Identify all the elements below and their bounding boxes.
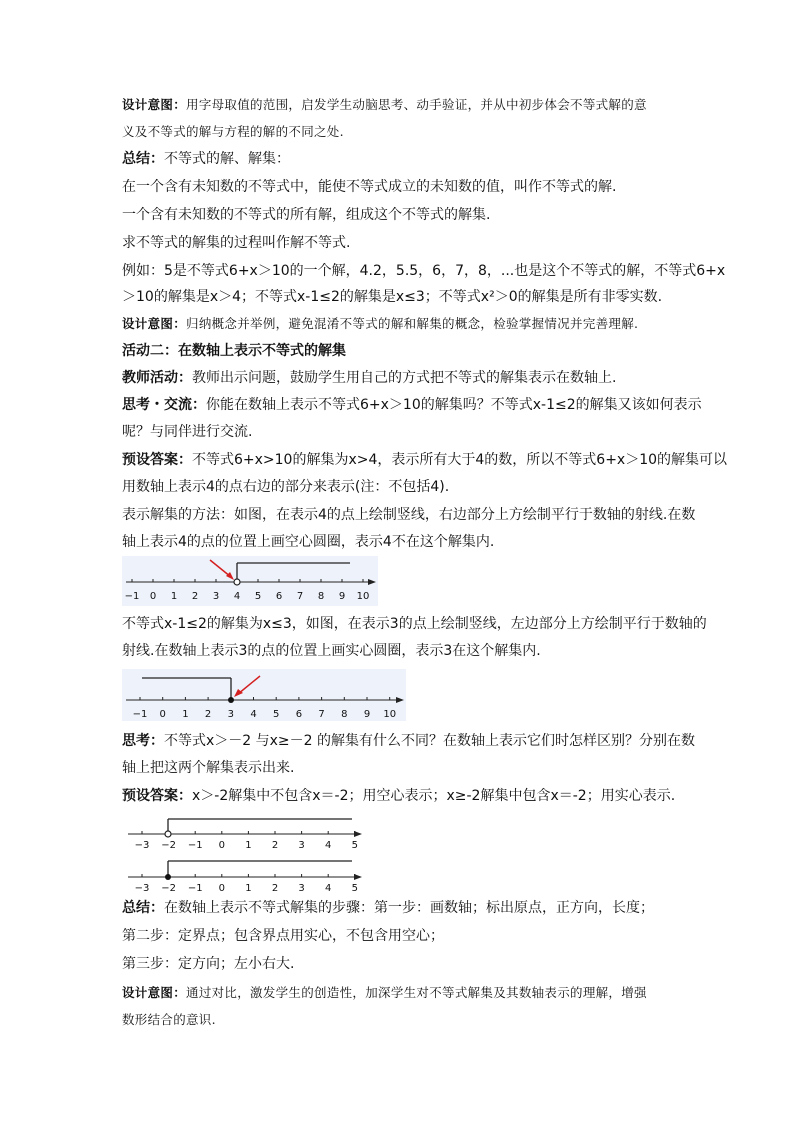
axis-tick-label: 0 [218, 883, 225, 894]
design-intent-3-line2: 数形结合的意识. [122, 1012, 216, 1027]
filled-circle [165, 874, 171, 880]
summary-2-line3: 第三步：定方向；左小右大. [122, 956, 295, 972]
axis-tick-label: 5 [254, 591, 262, 602]
axis-tick-label: 1 [170, 591, 178, 602]
think-2-line1: 思考：不等式x＞－2 与x≥－2 的解集有什么不同？在数轴上表示它们时怎样区别？分别在数 [122, 733, 696, 749]
design-intent-1-line1: 设计意图：用字母取值的范围，启发学生动脑思考、动手验证，并从中初步体会不等式解的意 [122, 97, 647, 112]
definition-solution: 在一个含有未知数的不等式中，能使不等式成立的未知数的值，叫作不等式的解. [122, 179, 617, 195]
design-intent-2: 设计意图：归纳概念并举例，避免混淆不等式的解和解集的概念，检验掌握情况并完善理解. [122, 316, 639, 331]
axis-tick-label: 2 [191, 591, 199, 602]
design-intent-3-line1: 设计意图：通过对比，激发学生的创造性，加深学生对不等式解集及其数轴表示的理解，增强 [122, 985, 647, 1000]
axis-tick-label: 6 [295, 709, 303, 720]
think-exchange-line2: 呢？与同伴进行交流. [122, 424, 253, 440]
axis-tick-label: −3 [134, 883, 150, 894]
summary-2-line1: 总结：在数轴上表示不等式解集的步骤：第一步：画数轴；标出原点，正方向，长度； [122, 900, 654, 916]
axis-tick-label: 3 [298, 840, 305, 851]
number-lines-x-gt-minus2-and-ge-minus2 [126, 814, 366, 894]
axis-tick-label: 2 [204, 709, 212, 720]
axis-tick-label: −2 [161, 840, 176, 851]
axis-arrow [396, 697, 404, 703]
axis-tick-label: 2 [271, 840, 279, 851]
number-line-svg [126, 814, 366, 894]
preset-answer-1-line1: 预设答案：不等式6+x>10的解集为x>4，表示所有大于4的数，所以不等式6+x＞10的解集可以 [122, 452, 728, 468]
axis-tick-label: 9 [338, 591, 346, 602]
red-pointer-arrow [238, 676, 260, 694]
axis-tick-label: −3 [134, 840, 150, 851]
axis-tick-label: 0 [218, 840, 225, 851]
axis-tick-label: 1 [182, 709, 189, 720]
example-line1: 例如：5是不等式6+x＞10的一个解，4.2，5.5，6，7，8，...也是这个不等式的解，不等式6+x [122, 263, 726, 279]
number-line-svg [122, 556, 378, 606]
axis-tick-label: 3 [298, 883, 305, 894]
open-circle [165, 831, 171, 837]
axis-tick-label: 1 [245, 883, 252, 894]
axis-tick-label: 5 [273, 709, 280, 720]
axis-tick-label: −1 [187, 840, 203, 851]
axis-tick-label: 10 [356, 591, 370, 602]
second-example-line1: 不等式x-1≤2的解集为x≤3，如图，在表示3的点上绘制竖线，左边部分上方绘制平行于数轴的 [122, 616, 707, 632]
axis-tick-label: 8 [317, 591, 325, 602]
axis-tick-label: 6 [275, 591, 283, 602]
axis-arrow [368, 579, 376, 585]
axis-tick-label: 0 [159, 709, 166, 720]
axis-tick-label: 4 [250, 709, 257, 720]
think-exchange-line1: 思考・交流：你能在数轴上表示不等式6+x＞10的解集吗？不等式x-1≤2的解集又该如何表示 [122, 397, 702, 413]
axis-tick-label: 4 [325, 840, 332, 851]
axis-tick-label: −2 [161, 883, 176, 894]
preset-answer-2: 预设答案：x＞-2解集中不包含x＝-2；用空心表示；x≥-2解集中包含x＝-2；用实心表示. [122, 788, 676, 804]
design-intent-label: 设计意图： [122, 97, 187, 112]
axis-tick-label: 7 [296, 591, 304, 602]
axis-tick-label: 3 [212, 591, 220, 602]
design-intent-1-line2: 义及不等式的解与方程的解的不同之处. [122, 124, 344, 139]
number-line-x-le-3 [122, 669, 406, 721]
axis-tick-label: 5 [351, 840, 358, 851]
example-line2: ＞10的解集是x＞4；不等式x-1≤2的解集是x≤3；不等式x²＞0的解集是所有非零实数. [122, 289, 663, 305]
axis-tick-label: −1 [124, 591, 140, 602]
preset-answer-1-line2: 用数轴上表示4的点右边的部分来表示(注：不包括4). [122, 479, 450, 495]
axis-tick-label: −1 [132, 709, 148, 720]
summary-2-line2: 第二步：定界点；包含界点用实心，不包含用空心； [122, 928, 444, 944]
axis-tick-label: 7 [318, 709, 325, 720]
filled-circle [228, 697, 234, 703]
second-example-line2: 射线.在数轴上表示3的点的位置上画实心圆圈，表示3在这个解集内. [122, 643, 541, 659]
axis-tick-label: 1 [245, 840, 252, 851]
summary-1-heading: 总结：不等式的解、解集： [122, 151, 290, 167]
number-line-svg [122, 669, 406, 721]
axis-tick-label: 0 [149, 591, 157, 602]
activity-2-title: 活动二：在数轴上表示不等式的解集 [122, 343, 346, 359]
method-line2: 轴上表示4的点的位置上画空心圆圈，表示4不在这个解集内. [122, 534, 495, 550]
axis-tick-label: 5 [351, 883, 358, 894]
axis-tick-label: 4 [325, 883, 332, 894]
axis-tick-label: 2 [271, 883, 279, 894]
axis-tick-label: 9 [363, 709, 371, 720]
axis-tick-label: −1 [187, 883, 203, 894]
definition-solution-set: 一个含有未知数的不等式的所有解，组成这个不等式的解集. [122, 207, 491, 223]
axis-tick-label: 4 [233, 591, 241, 602]
axis-tick-label: 3 [227, 709, 234, 720]
teacher-activity: 教师活动：教师出示问题，鼓励学生用自己的方式把不等式的解集表示在数轴上. [122, 370, 617, 386]
definition-solving: 求不等式的解集的过程叫作解不等式. [122, 235, 351, 251]
think-2-line2: 轴上把这两个解集表示出来. [122, 760, 295, 776]
method-line1: 表示解集的方法：如图，在表示4的点上绘制竖线，右边部分上方绘制平行于数轴的射线.在数 [122, 507, 696, 523]
number-line-x-gt-4 [122, 556, 378, 606]
axis-tick-label: 10 [383, 709, 397, 720]
axis-tick-label: 8 [341, 709, 348, 720]
open-circle [234, 579, 240, 585]
